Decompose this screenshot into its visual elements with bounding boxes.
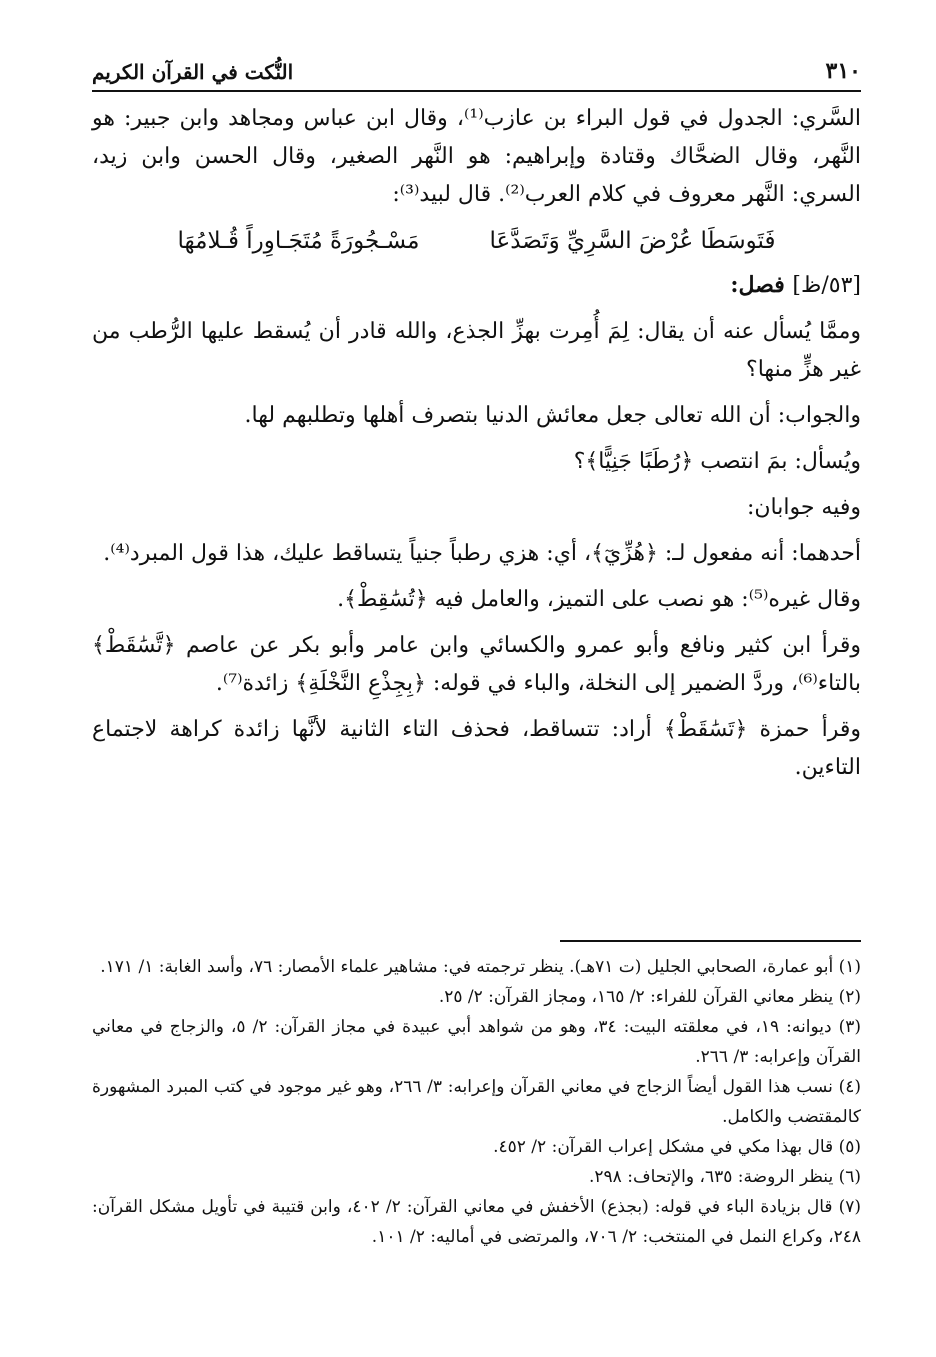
footnote-2: (٢) ينظر معاني القرآن للفراء: ٢/ ١٦٥، ومجاز القرآن: ٢/ ٢٥. xyxy=(438,987,861,1007)
paragraph-1: السَّري: الجدول في قول البراء بن عازب⁽¹⁾، وقال ابن عباس ومجاهد وابن جبير: هو النَّهر، وقال الضحَّاك وقتادة وإبراهيم: هو النَّهر الصغير، وقال الحسن وابن زيد، السري: النَّهر معروف في كلام العرب⁽²⁾. قال لبيد⁽³⁾: xyxy=(92,106,861,207)
section-title: فصل: xyxy=(730,272,785,298)
footnote-5: (٥) قال بهذا مكي في مشكل إعراب القرآن: ٢/ ٤٥٢. xyxy=(493,1137,861,1157)
footnote-divider xyxy=(560,940,861,942)
paragraph-6: أحدهما: أنه مفعول لـ: ﴿هُزِّيٓ﴾، أي: هزي رطباً جنياً يتساقط عليك، هذا قول المبرد⁽⁴⁾. xyxy=(103,541,861,566)
section-heading xyxy=(92,266,861,305)
paragraph-9: وقرأ حمزة ﴿تَسَٰقَطْ﴾ أراد: تتساقط، فحذف التاء الثانية لأنَّها زائدة كراهة لاجتماع التاءين. xyxy=(92,717,861,780)
paragraph-2: وممَّا يُسأل عنه أن يقال: لِمَ أُمِرت بهزِّ الجذع، والله قادر أن يُسقط عليها الرُّطب من غير هزٍّ منها؟ xyxy=(92,319,861,382)
poetry-verse xyxy=(92,222,861,260)
book-title: النُّكت في القرآن الكريم xyxy=(92,60,294,84)
page-header xyxy=(92,42,861,84)
paragraph-4: ويُسأل: بمَ انتصب ﴿رُطَبًا جَنِيًّا﴾؟ xyxy=(573,449,861,474)
page-number: ٣١٠ xyxy=(825,58,861,84)
paragraph-7: وقال غيره⁽⁵⁾: هو نصب على التميز، والعامل فيه ﴿تُسَٰقِطْ﴾. xyxy=(337,587,861,612)
footnote-1: (١) أبو عمارة، الصحابي الجليل (ت ٧١هـ). ينظر ترجمته في: مشاهير علماء الأمصار: ٧٦، وأسد الغابة: ١/ ١٧١. xyxy=(100,957,861,977)
header-divider xyxy=(92,90,861,92)
verse-first-hemistich: فَتَوسَطَا عُرْضَ السَّرِيِّ وَتَصَدَّعَا xyxy=(489,228,776,254)
verse-second-hemistich: مَسْـجُورَةً مُتَجَـاوِراً قُـلامُهَا xyxy=(177,228,420,254)
footnotes xyxy=(92,952,861,1252)
footnote-7: (٧) قال بزيادة الباء في قوله: (بجذع) الأخفش في معاني القرآن: ٢/ ٤٠٢، وابن قتيبة في تأويل مشكل القرآن: ٢٤٨، وكراع النمل في المنتخب: ٢/ ٧٠٦، والمرتضى في أماليه: ٢/ ١٠١. xyxy=(92,1197,861,1247)
footnote-4: (٤) نسب هذا القول أيضاً الزجاج في معاني القرآن وإعرابه: ٣/ ٢٦٦، وهو غير موجود في كتب المبرد المشهورة كالمقتضب والكامل. xyxy=(92,1077,861,1127)
paragraph-8: وقرأ ابن كثير ونافع وأبو عمرو والكسائي وابن عامر وأبو بكر عن عاصم ﴿تَّسَٰقَطْ﴾ بالتاء⁽⁶⁾، وردَّ الضمير إلى النخلة، والباء في قوله: ﴿بِجِذْعِ النَّخْلَةِ﴾ زائدة⁽⁷⁾. xyxy=(92,633,861,696)
footnote-3: (٣) ديوانه: ١٩، في معلقته البيت: ٣٤، وهو من شواهد أبي عبيدة في مجاز القرآن: ٢/ ٥، والزجاج في معاني القرآن وإعرابه: ٣/ ٢٦٦. xyxy=(92,1017,861,1067)
main-text xyxy=(92,100,861,795)
manuscript-folio-tag: [٥٣/ظ] xyxy=(792,273,861,298)
paragraph-3: والجواب: أن الله تعالى جعل معائش الدنيا بتصرف أهلها وتطلبهم لها. xyxy=(244,403,861,428)
paragraph-5: وفيه جوابان: xyxy=(746,495,861,520)
footnote-6: (٦) ينظر الروضة: ٦٣٥، والإتحاف: ٢٩٨. xyxy=(589,1167,861,1187)
